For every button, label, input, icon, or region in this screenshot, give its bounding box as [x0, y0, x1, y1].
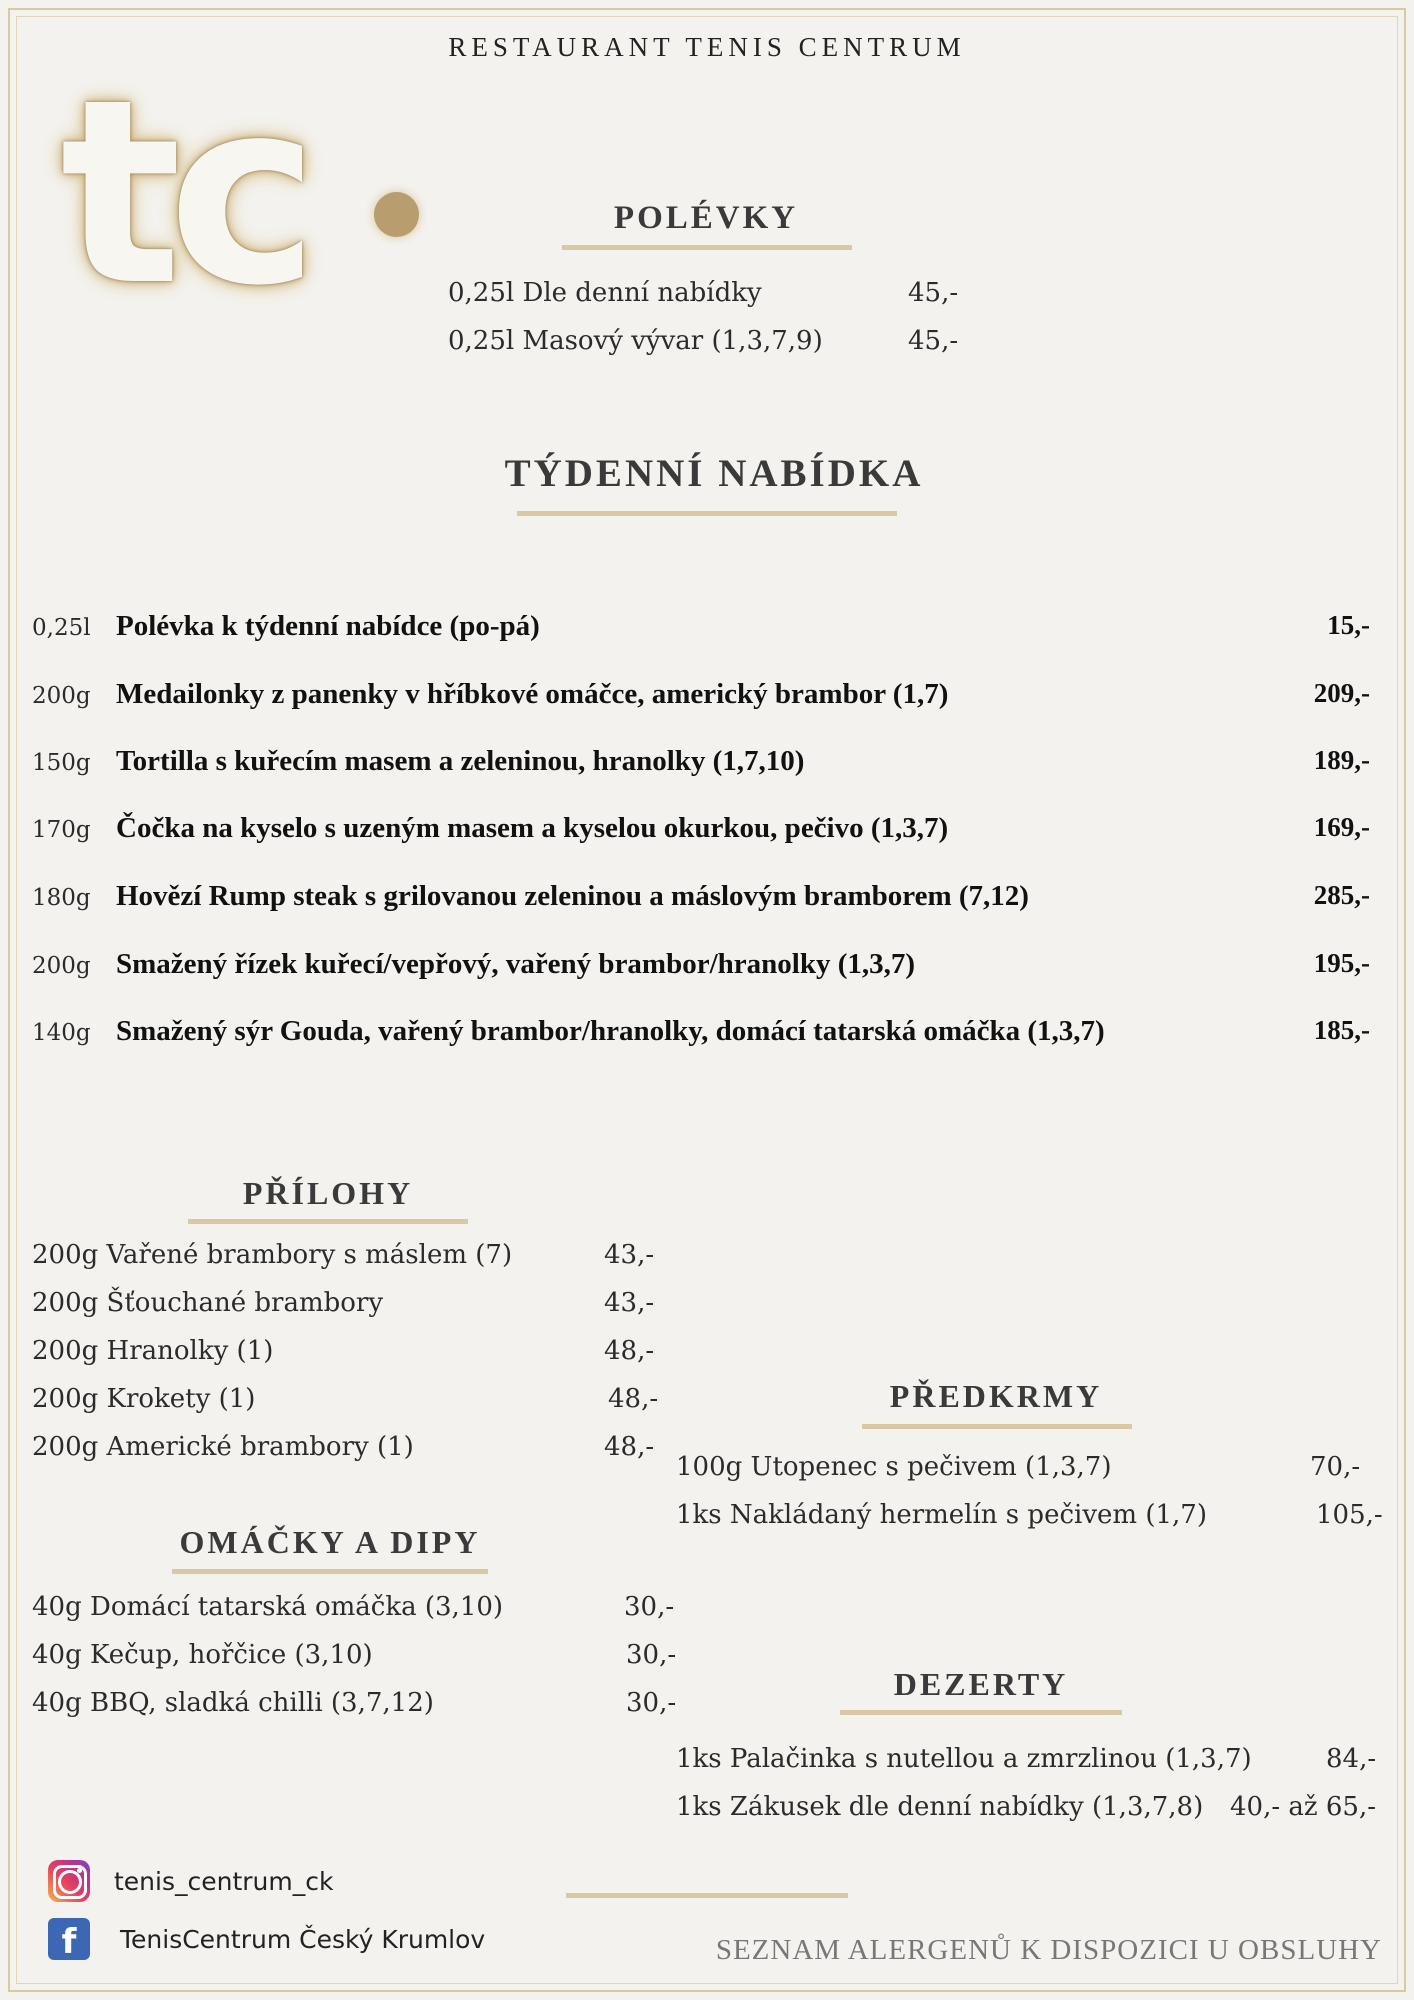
logo-dot: [374, 192, 419, 237]
instagram-link[interactable]: [48, 1860, 333, 1902]
sauce-item-price: 30,-: [626, 1688, 677, 1718]
weekly-item-name: Smažený řízek kuřecí/vepřový, vařený brambor/hranolky (1,3,7): [116, 948, 916, 980]
soup-item-price: 45,-: [908, 278, 959, 308]
allergens-note: SEZNAM ALERGENŮ K DISPOZICI U OBSLUHY: [715, 1934, 1382, 1966]
sauces-heading: OMÁČKY A DIPY: [179, 1524, 481, 1560]
weekly-item-price: 169,-: [1313, 812, 1370, 842]
starter-item-name: 100g Utopenec s pečivem (1,3,7): [676, 1452, 1112, 1482]
sauces-underline: [172, 1569, 488, 1574]
desserts-heading: DEZERTY: [893, 1666, 1069, 1702]
weekly-item-weight: 0,25l: [32, 615, 91, 641]
weekly-item-weight: 140g: [32, 1020, 91, 1046]
weekly-item-name: Tortilla s kuřecím masem a zeleninou, hranolky (1,7,10): [116, 745, 805, 777]
side-item-name: 200g Americké brambory (1): [32, 1432, 414, 1462]
weekly-item-price: 189,-: [1313, 745, 1370, 775]
side-item-price: 48,-: [604, 1432, 655, 1462]
soups-underline: [562, 245, 852, 250]
facebook-icon: f: [48, 1918, 90, 1960]
weekly-item-weight: 200g: [32, 683, 91, 709]
sides-heading: PŘÍLOHY: [242, 1175, 414, 1211]
soup-item-name: 0,25l Masový vývar (1,3,7,9): [448, 326, 823, 356]
sauce-item-price: 30,-: [626, 1640, 677, 1670]
weekly-item-weight: 180g: [32, 885, 91, 911]
starter-item-name: 1ks Nakládaný hermelín s pečivem (1,7): [676, 1500, 1207, 1530]
side-item-price: 43,-: [604, 1288, 655, 1318]
side-item-name: 200g Krokety (1): [32, 1384, 256, 1414]
side-item-price: 48,-: [608, 1384, 659, 1414]
side-item-name: 200g Hranolky (1): [32, 1336, 274, 1366]
dessert-item-price: 40,- až 65,-: [1230, 1792, 1376, 1822]
logo-text: tc: [60, 45, 306, 342]
weekly-item-name: Hovězí Rump steak s grilovanou zeleninou a máslovým bramborem (7,12): [116, 880, 1029, 912]
weekly-item-name: Polévka k týdenní nabídce (po-pá): [116, 610, 540, 642]
weekly-heading: TÝDENNÍ NABÍDKA: [504, 452, 924, 495]
instagram-handle: tenis_centrum_ck: [114, 1866, 334, 1896]
weekly-item-weight: 150g: [32, 750, 91, 776]
restaurant-name: RESTAURANT TENIS CENTRUM: [448, 32, 966, 62]
facebook-name: TenisCentrum Český Krumlov: [120, 1924, 486, 1954]
dessert-item-name: 1ks Palačinka s nutellou a zmrzlinou (1,3,7): [676, 1744, 1252, 1774]
weekly-item-price: 209,-: [1313, 678, 1370, 708]
side-item-price: 43,-: [604, 1240, 655, 1270]
sauce-item-price: 30,-: [624, 1592, 675, 1622]
weekly-item-name: Medailonky z panenky v hříbkové omáčce, americký brambor (1,7): [116, 678, 949, 710]
starters-underline: [862, 1424, 1132, 1429]
starters-heading: PŘEDKRMY: [889, 1378, 1103, 1414]
weekly-item-weight: 200g: [32, 953, 91, 979]
weekly-item-name: Čočka na kyselo s uzeným masem a kyselou okurkou, pečivo (1,3,7): [116, 812, 949, 844]
footer-divider: [566, 1893, 848, 1898]
weekly-item-price: 15,-: [1327, 610, 1370, 640]
weekly-item-price: 185,-: [1313, 1015, 1370, 1045]
weekly-item-weight: 170g: [32, 817, 91, 843]
soup-item-price: 45,-: [908, 326, 959, 356]
weekly-item-price: 195,-: [1313, 948, 1370, 978]
instagram-icon: [48, 1860, 90, 1902]
facebook-link[interactable]: [48, 1918, 485, 1960]
side-item-name: 200g Vařené brambory s máslem (7): [32, 1240, 513, 1270]
sauce-item-name: 40g BBQ, sladká chilli (3,7,12): [32, 1688, 434, 1718]
sauce-item-name: 40g Kečup, hořčice (3,10): [32, 1640, 373, 1670]
starter-item-price: 105,-: [1316, 1500, 1383, 1530]
dessert-item-name: 1ks Zákusek dle denní nabídky (1,3,7,8): [676, 1792, 1204, 1822]
sauce-item-name: 40g Domácí tatarská omáčka (3,10): [32, 1592, 504, 1622]
desserts-underline: [840, 1710, 1122, 1715]
soup-item-name: 0,25l Dle denní nabídky: [448, 278, 762, 308]
weekly-item-name: Smažený sýr Gouda, vařený brambor/hranolky, domácí tatarská omáčka (1,3,7): [116, 1015, 1105, 1047]
weekly-underline: [517, 511, 897, 516]
soups-heading: POLÉVKY: [613, 200, 799, 236]
weekly-item-price: 285,-: [1313, 880, 1370, 910]
side-item-price: 48,-: [604, 1336, 655, 1366]
starter-item-price: 70,-: [1310, 1452, 1361, 1482]
sides-underline: [188, 1219, 468, 1224]
side-item-name: 200g Šťouchané brambory: [32, 1288, 384, 1318]
dessert-item-price: 84,-: [1326, 1744, 1377, 1774]
logo: [60, 45, 410, 342]
